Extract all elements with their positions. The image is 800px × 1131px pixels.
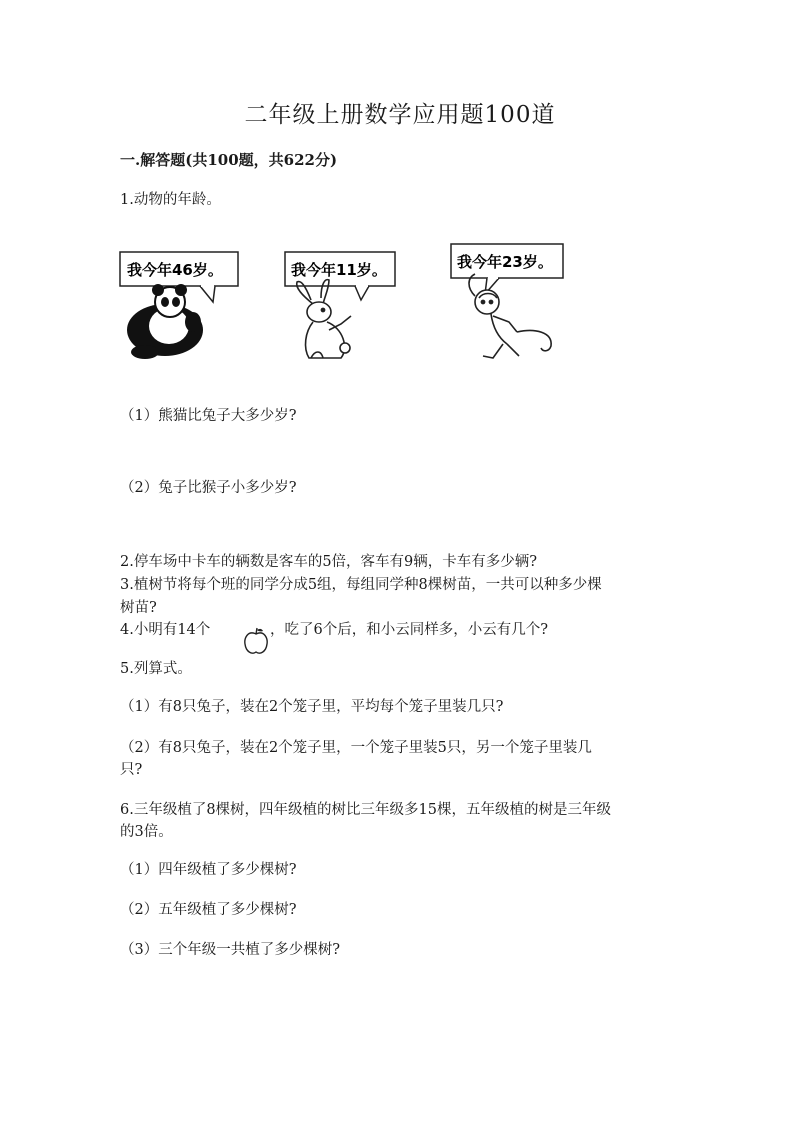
question-5-sub-2-line-1: （2）有8只兔子，装在2个笼子里，一个笼子里装5只，另一个笼子里装几 [120,740,592,756]
question-1-sub-2: （2）兔子比猴子小多少岁? [120,480,297,496]
question-5-sub-2-line-2: 只? [120,762,143,778]
question-5-text: 5.列算式。 [120,661,192,677]
apple-icon [242,626,270,656]
rabbit-icon [297,280,351,358]
question-1-sub-1: （1）熊猫比兔子大多少岁? [120,408,297,424]
animal-ages-illustration [115,240,565,365]
question-6-sub-2: （2）五年级植了多少棵树? [120,902,297,918]
question-4-after: ，吃了6个后，和小云同样多，小云有几个? [270,622,548,638]
question-1-text: 1.动物的年龄。 [120,192,221,208]
page-title: 二年级上册数学应用题100道 [244,102,556,128]
rabbit-speech-text: 我今年11岁。 [291,261,387,279]
question-6-sub-3: （3）三个年级一共植了多少棵树? [120,942,340,958]
panda-icon [127,284,203,359]
monkey-speech-bubble [451,244,563,294]
question-6-line-2: 的3倍。 [120,824,173,840]
monkey-speech-text: 我今年23岁。 [457,253,553,271]
question-2-text: 2.停车场中卡车的辆数是客车的5倍，客车有9辆，卡车有多少辆? [120,554,538,570]
section-heading: 一.解答题(共100题，共622分) [120,151,338,169]
question-4-before: 4.小明有14个 [120,622,211,638]
panda-speech-text: 我今年46岁。 [127,261,223,279]
question-6-sub-1: （1）四年级植了多少棵树? [120,862,297,878]
monkey-icon [469,274,551,358]
question-3-line-2: 树苗? [120,600,157,616]
question-5-sub-1: （1）有8只兔子，装在2个笼子里，平均每个笼子里装几只? [120,699,504,715]
question-6-line-1: 6.三年级植了8棵树，四年级植的树比三年级多15棵，五年级植的树是三年级 [120,802,612,818]
question-3-line-1: 3.植树节将每个班的同学分成5组，每组同学种8棵树苗，一共可以种多少棵 [120,577,602,593]
